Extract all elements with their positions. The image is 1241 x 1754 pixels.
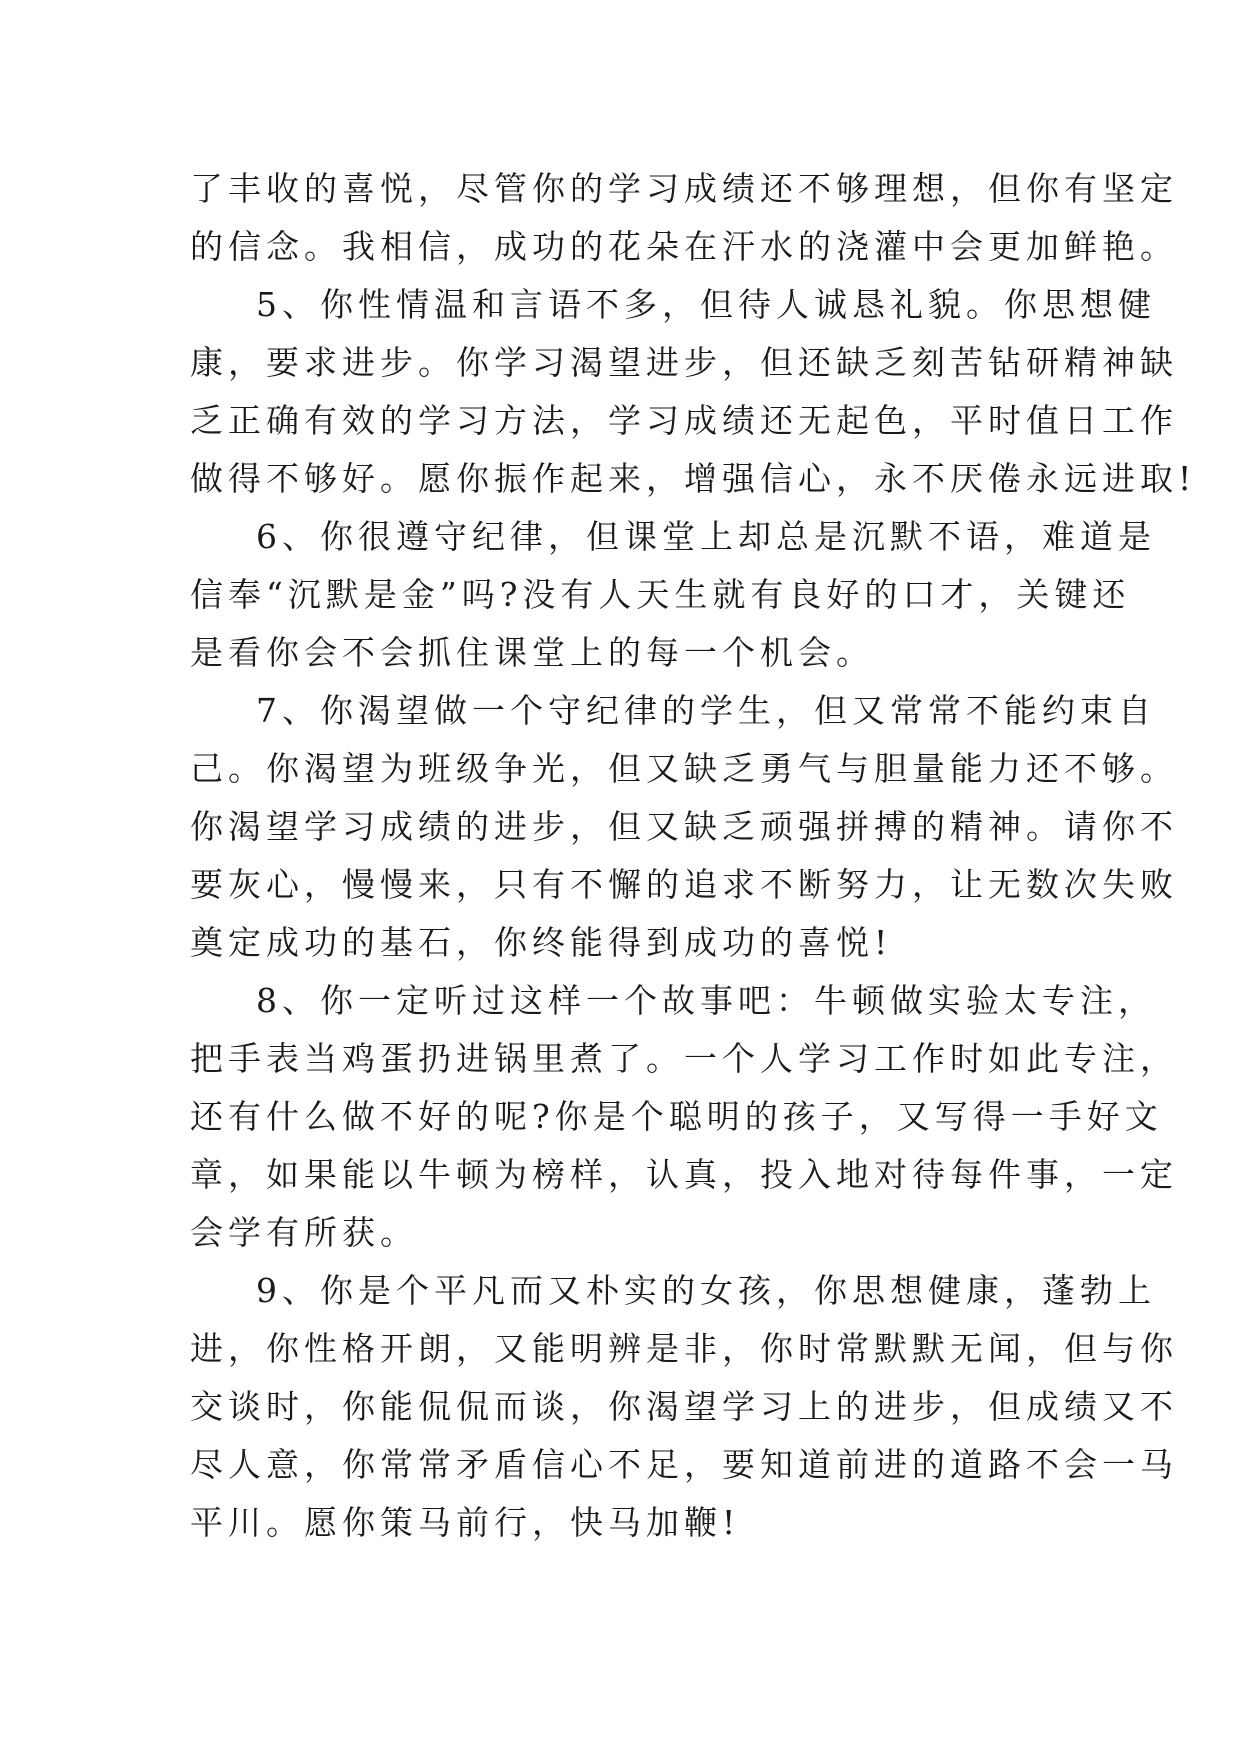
- paragraph-start-line: 8、你一定听过这样一个故事吧：牛顿做实验太专注，: [256, 981, 1156, 1020]
- text-line: 交谈时，你能侃侃而谈，你渴望学习上的进步，但成绩又不: [190, 1387, 1178, 1426]
- text-line: 己。你渴望为班级争光，但又缺乏勇气与胆量能力还不够。: [190, 749, 1178, 788]
- paragraph-start-line: 9、你是个平凡而又朴实的女孩，你思想健康，蓬勃上: [256, 1271, 1156, 1310]
- text-line: 进，你性格开朗，又能明辨是非，你时常默默无闻，但与你: [190, 1329, 1178, 1368]
- text-line: 章，如果能以牛顿为榜样，认真，投入地对待每件事，一定: [190, 1155, 1178, 1194]
- text-line: 的信念。我相信，成功的花朵在汗水的浇灌中会更加鲜艳。: [190, 227, 1178, 266]
- text-line: 信奉“沉默是金”吗?没有人天生就有良好的口才，关键还: [190, 575, 1131, 614]
- text-line: 平川。愿你策马前行，快马加鞭!: [190, 1503, 741, 1542]
- paragraph-start-line: 5、你性情温和言语不多，但待人诚恳礼貌。你思想健: [256, 285, 1156, 324]
- text-line: 尽人意，你常常矛盾信心不足，要知道前进的道路不会一马: [190, 1445, 1178, 1484]
- text-line: 要灰心，慢慢来，只有不懈的追求不断努力，让无数次失败: [190, 865, 1178, 904]
- text-line: 你渴望学习成绩的进步，但又缺乏顽强拼搏的精神。请你不: [190, 807, 1178, 846]
- text-line: 会学有所获。: [190, 1213, 418, 1252]
- text-line: 奠定成功的基石，你终能得到成功的喜悦!: [190, 923, 893, 962]
- text-line: 还有什么做不好的呢?你是个聪明的孩子，又写得一手好文: [190, 1097, 1163, 1136]
- body-text: [190, 160, 1197, 1552]
- text-line: 乏正确有效的学习方法，学习成绩还无起色，平时值日工作: [190, 401, 1178, 440]
- text-line: 是看你会不会抓住课堂上的每一个机会。: [190, 633, 874, 672]
- text-line: 做得不够好。愿你振作起来，增强信心，永不厌倦永远进取!: [190, 459, 1197, 498]
- paragraph-start-line: 7、你渴望做一个守纪律的学生，但又常常不能约束自: [256, 691, 1156, 730]
- text-line: 了丰收的喜悦，尽管你的学习成绩还不够理想，但你有坚定: [190, 169, 1178, 208]
- text-line: 把手表当鸡蛋扔进锅里煮了。一个人学习工作时如此专注，: [190, 1039, 1178, 1078]
- paragraph-start-line: 6、你很遵守纪律，但课堂上却总是沉默不语，难道是: [256, 517, 1156, 556]
- text-line: 康，要求进步。你学习渴望进步，但还缺乏刻苦钻研精神缺: [190, 343, 1178, 382]
